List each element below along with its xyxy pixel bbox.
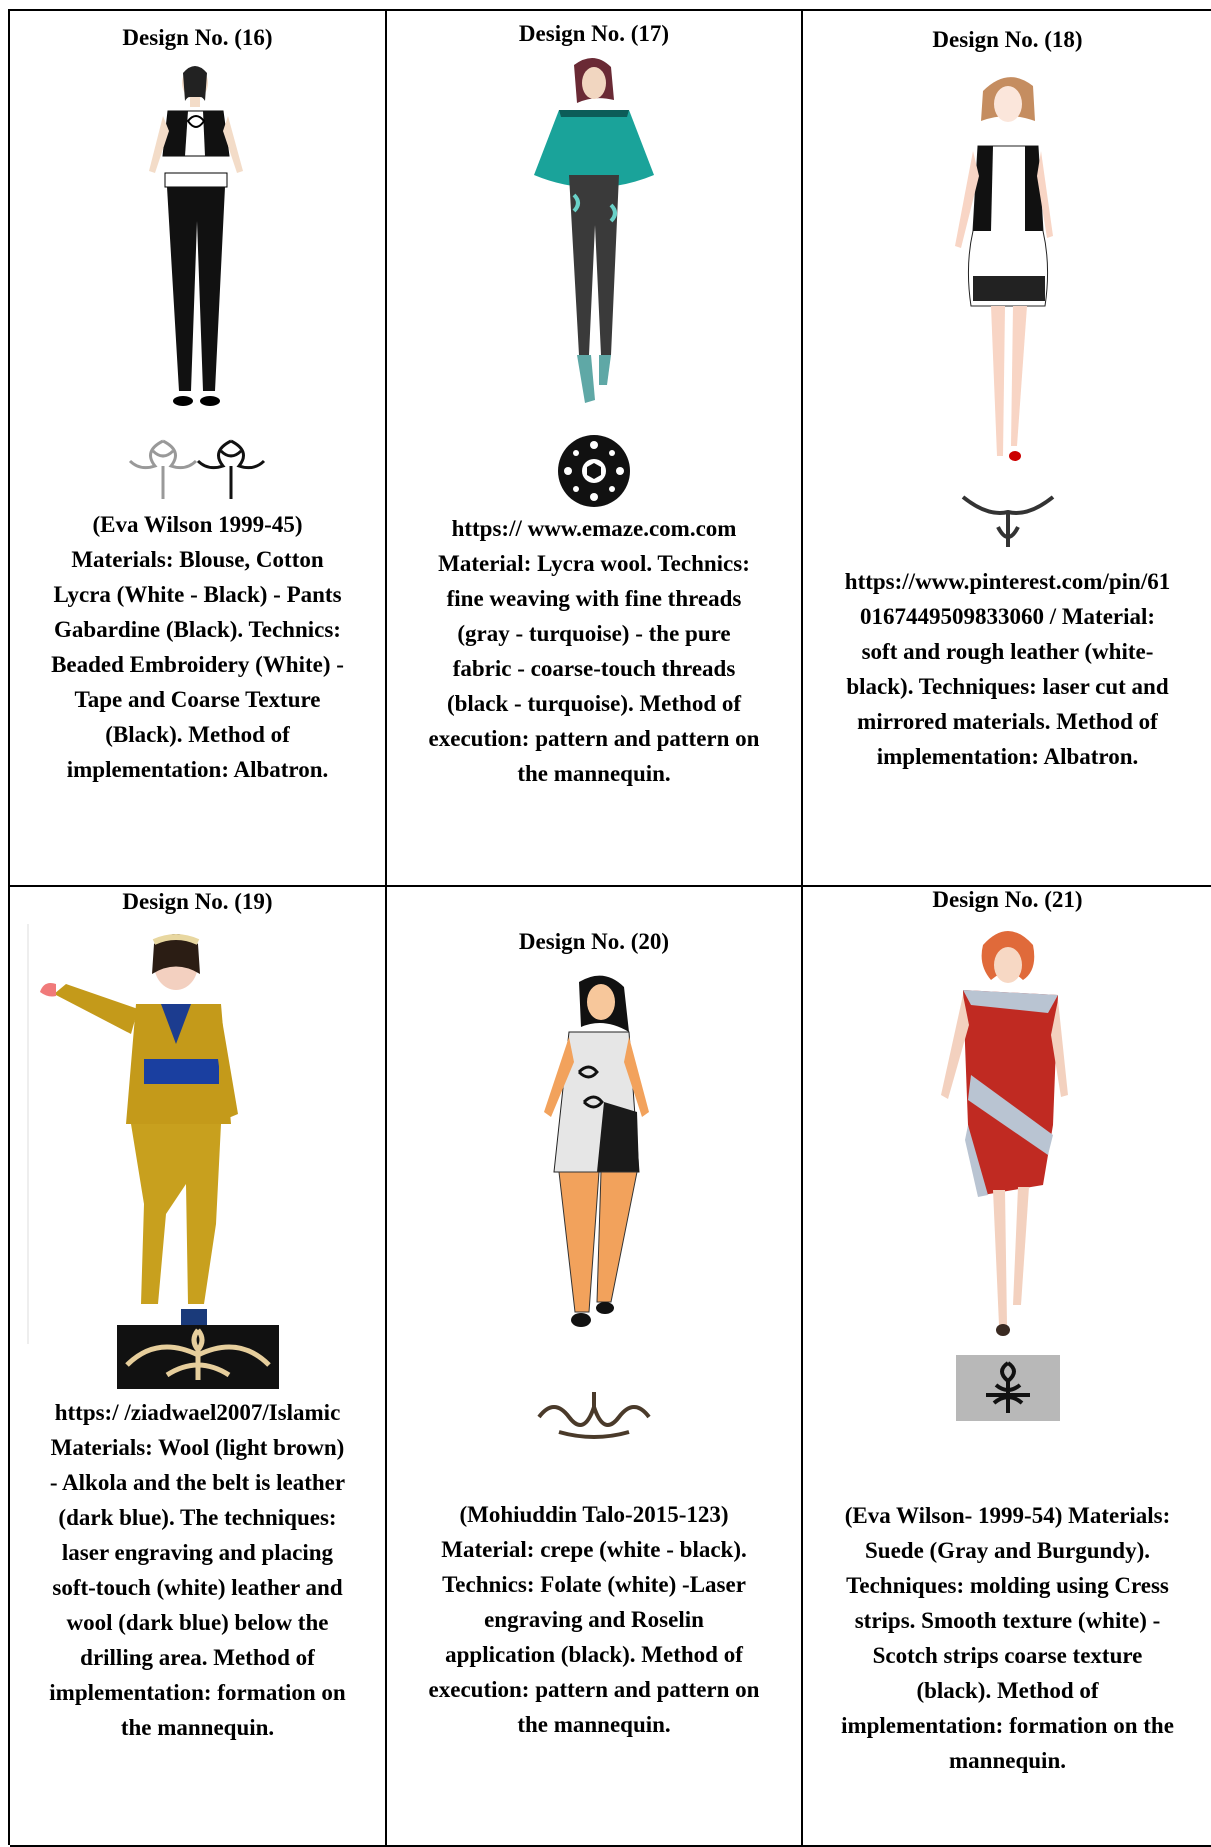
design-cell-16 — [10, 11, 387, 887]
description-line: (dark blue). The techniques: — [58, 1505, 337, 1530]
description-line: the mannequin. — [120, 1715, 275, 1740]
description-line: Gabardine (Black). Technics: — [54, 617, 341, 642]
description-line: (Mohiuddin Talo-2015-123) — [459, 1502, 729, 1527]
fashion-figure-illustration — [26, 924, 316, 1344]
scroll-ornament-motif — [529, 1387, 659, 1447]
design-description — [809, 1498, 1206, 1778]
design-description — [393, 1497, 795, 1742]
description-line: execution: pattern and pattern on — [428, 1677, 760, 1702]
design-title: Design No. (20) — [518, 929, 670, 954]
description-line: the mannequin. — [517, 1712, 671, 1737]
design-cell-21 — [803, 887, 1211, 1847]
design-description — [16, 1395, 379, 1745]
description-line: mirrored materials. Method of — [857, 709, 1158, 734]
description-line: Technics: Folate (white) -Laser — [442, 1572, 746, 1597]
description-line: Lycra (White - Black) - Pants — [53, 582, 342, 607]
description-line: (Black). Method of — [105, 722, 290, 747]
description-line: implementation: Albatron. — [876, 744, 1139, 769]
description-line: soft-touch (white) leather and — [52, 1575, 343, 1600]
fashion-figure-illustration — [509, 972, 679, 1372]
design-title: Design No. (19) — [122, 889, 273, 914]
knot-emblem-motif — [956, 1355, 1060, 1421]
description-line: https://www.pinterest.com/pin/61 — [844, 569, 1171, 594]
design-cell-20 — [387, 887, 803, 1847]
filigree-motif — [958, 487, 1058, 557]
description-line: - Alkola and the belt is leather — [49, 1470, 346, 1495]
celtic-knot-motif — [123, 431, 273, 501]
description-line: (gray - turquoise) - the pure — [457, 621, 731, 646]
design-title: Design No. (17) — [518, 21, 670, 46]
description-line: implementation: formation on — [49, 1680, 346, 1705]
fashion-figure-illustration — [923, 925, 1093, 1345]
description-line: Tape and Coarse Texture — [74, 687, 321, 712]
description-line: 0167449509833060 / Material: — [859, 604, 1156, 629]
description-line: the mannequin. — [517, 761, 671, 786]
design-description — [809, 564, 1206, 774]
description-line: laser engraving and placing — [61, 1540, 334, 1565]
description-line: https:// www.emaze.com.com — [451, 516, 737, 541]
description-line: engraving and Roselin — [484, 1607, 704, 1632]
description-line: Suede (Gray and Burgundy). — [864, 1538, 1150, 1563]
design-cell-19 — [10, 887, 387, 1847]
description-line: Material: crepe (white - black). — [441, 1537, 747, 1562]
description-line: https:/ /ziadwael2007/Islamic — [54, 1400, 341, 1425]
designs-table — [8, 9, 1211, 1845]
description-line: fabric - coarse-touch threads — [452, 656, 736, 681]
description-line: strips. Smooth texture (white) - — [854, 1608, 1161, 1633]
description-line: Material: Lycra wool. Technics: — [438, 551, 750, 576]
design-description — [393, 511, 795, 791]
fashion-figure-illustration — [519, 55, 669, 425]
description-line: mannequin. — [949, 1748, 1066, 1773]
fashion-figure-illustration — [933, 66, 1083, 466]
description-line: drilling area. Method of — [80, 1645, 315, 1670]
design-cell-17 — [387, 11, 803, 887]
description-line: Materials: Blouse, Cotton — [71, 547, 324, 572]
fashion-figure-illustration — [133, 61, 263, 421]
description-line: Materials: Wool (light brown) — [50, 1435, 345, 1460]
description-line: Beaded Embroidery (White) - — [51, 652, 344, 677]
design-title: Design No. (21) — [932, 887, 1083, 912]
design-description — [16, 507, 379, 787]
design-title: Design No. (16) — [122, 25, 273, 50]
description-line: (Eva Wilson- 1999-54) Materials: — [844, 1503, 1171, 1528]
description-line: execution: pattern and pattern on — [428, 726, 760, 751]
design-cell-18 — [803, 11, 1211, 887]
description-line: (black - turquoise). Method of — [446, 691, 742, 716]
arabesque-motif — [117, 1325, 279, 1389]
description-line: implementation: formation on the — [841, 1713, 1174, 1738]
description-line: (black). Method of — [916, 1678, 1099, 1703]
description-line: application (black). Method of — [445, 1642, 743, 1667]
description-line: (Eva Wilson 1999-45) — [92, 512, 303, 537]
description-line: wool (dark blue) below the — [66, 1610, 329, 1635]
description-line: implementation: Albatron. — [66, 757, 329, 782]
description-line: soft and rough leather (white- — [861, 639, 1154, 664]
design-title: Design No. (18) — [932, 27, 1083, 52]
description-line: Scotch strips coarse texture — [872, 1643, 1143, 1668]
description-line: black). Techniques: laser cut and — [846, 674, 1169, 699]
description-line: fine weaving with fine threads — [446, 586, 742, 611]
islamic-rosette-motif — [544, 431, 644, 511]
description-line: Techniques: molding using Cress — [846, 1573, 1169, 1598]
